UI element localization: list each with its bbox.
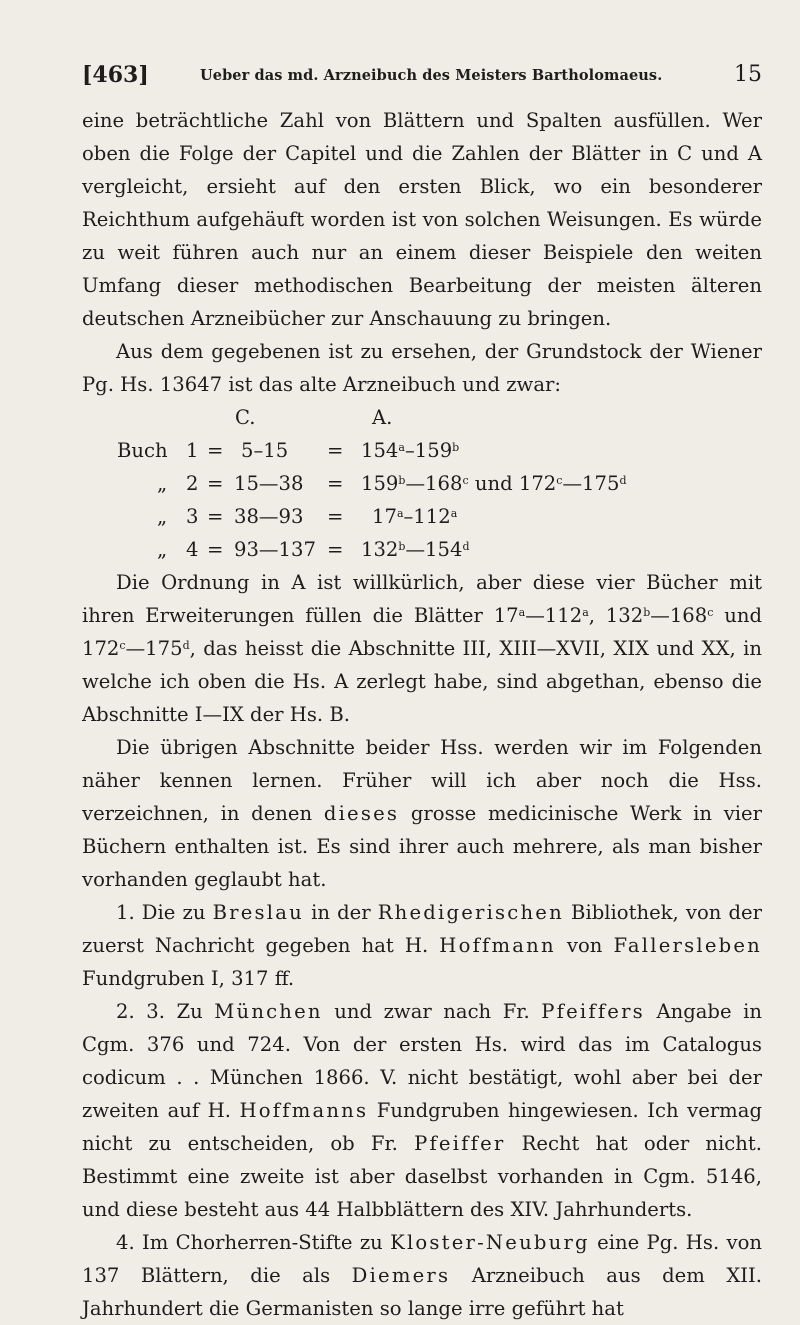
equals-sign: = [207, 505, 224, 528]
row-a-value: 154$^a$–159$^b$ [361, 439, 460, 462]
row-c-value: 15—38 [234, 472, 304, 495]
equals-sign: = [207, 439, 224, 462]
row-label: „ [157, 472, 168, 495]
row-label: „ [157, 538, 168, 561]
equals-sign: = [327, 472, 344, 495]
equals-sign: = [207, 538, 224, 561]
page-bracket-number: [463] [82, 62, 149, 88]
page-header [82, 62, 762, 92]
equals-sign: = [327, 439, 344, 462]
paragraph-2: Aus dem gegebenen ist zu ersehen, der Grundstock der Wiener Pg. Hs. 13647 ist das alte Arzneibuch und zwar: [82, 340, 762, 396]
table-row [82, 500, 762, 533]
running-title: Ueber das md. Arzneibuch des Meisters Bartholomaeus. [200, 67, 663, 84]
table-row [82, 533, 762, 566]
page-body [82, 104, 762, 1325]
row-number: 1 [186, 439, 199, 462]
row-number: 3 [186, 505, 199, 528]
row-label: „ [157, 505, 168, 528]
list-item-1: 1. Die zu Breslau in der Rhedigerischen Bibliothek, von der zuerst Nachricht gegeben hat H. Hoffmann von Fallersleben Fundgruben I, 317 ff. [82, 901, 762, 990]
row-c-value: 5–15 [241, 439, 289, 462]
column-head-c: C. [235, 406, 256, 429]
row-number: 2 [186, 472, 199, 495]
row-a-value: 17$^a$–112$^a$ [372, 505, 458, 528]
paragraph-3: Die Ordnung in A ist willkürlich, aber diese vier Bücher mit ihren Erweiterungen füllen die Blätter 17$^a$—112$^a$, 132$^b$—168$^c$ und 172$^c$—175$^d$, das heisst die Abschnitte III, XIII—XVII, XIX und XX, in welche ich oben die Hs. A zerlegt habe, sind abgethan, ebenso die Abschnitte I—IX der Hs. B. [82, 571, 762, 726]
column-head-a: A. [372, 406, 393, 429]
list-item-4: 4. Im Chorherren-Stifte zu Kloster-Neuburg eine Pg. Hs. von 137 Blättern, die als Diemers Arzneibuch aus dem XII. Jahrhundert die Germanisten so lange irre geführt hat [82, 1231, 762, 1320]
row-a-value: 132$^b$—154$^d$ [361, 538, 470, 561]
page-number: 15 [734, 62, 762, 87]
equals-sign: = [327, 505, 344, 528]
list-item-2-3: 2. 3. Zu München und zwar nach Fr. Pfeiffers Angabe in Cgm. 376 und 724. Von der ersten Hs. wird das im Catalogus codicum . . München 1866. V. nicht bestätigt, wohl aber bei der zweiten auf H. Hoffmanns Fundgruben hingewiesen. Ich vermag nicht zu entscheiden, ob Fr. Pfeiffer Recht hat oder nicht. Bestimmt eine zweite ist aber daselbst vorhanden in Cgm. 5146, und diese besteht aus 44 Halbblättern des XIV. Jahrhunderts. [82, 1000, 762, 1221]
equals-sign: = [207, 472, 224, 495]
table-column-headers [82, 401, 762, 434]
row-c-value: 38—93 [234, 505, 304, 528]
table-row [82, 467, 762, 500]
row-a-value: 159$^b$—168$^c$ und 172$^c$—175$^d$ [361, 472, 627, 495]
row-c-value: 93—137 [234, 538, 316, 561]
paragraph-1: eine beträchtliche Zahl von Blättern und Spalten ausfüllen. Wer oben die Folge der Capitel und die Zahlen der Blätter in C und A vergleicht, ersieht auf den ersten Blick, wo ein besonderer Reichthum aufgehäuft worden ist von solchen Weisungen. Es würde zu weit führen auch nur an einem dieser Beispiele den weiten Umfang dieser methodischen Bearbeitung der meisten älteren deutschen Arzneibücher zur Anschauung zu bringen. [82, 109, 762, 330]
row-number: 4 [186, 538, 199, 561]
paragraph-4: Die übrigen Abschnitte beider Hss. werden wir im Folgenden näher kennen lernen. Früher will ich aber noch die Hss. verzeichnen, in denen dieses grosse medicinische Werk in vier Büchern enthalten ist. Es sind ihrer auch mehrere, als man bisher vorhanden geglaubt hat. [82, 736, 762, 891]
table-row [82, 434, 762, 467]
row-label: Buch [117, 439, 168, 462]
equals-sign: = [327, 538, 344, 561]
